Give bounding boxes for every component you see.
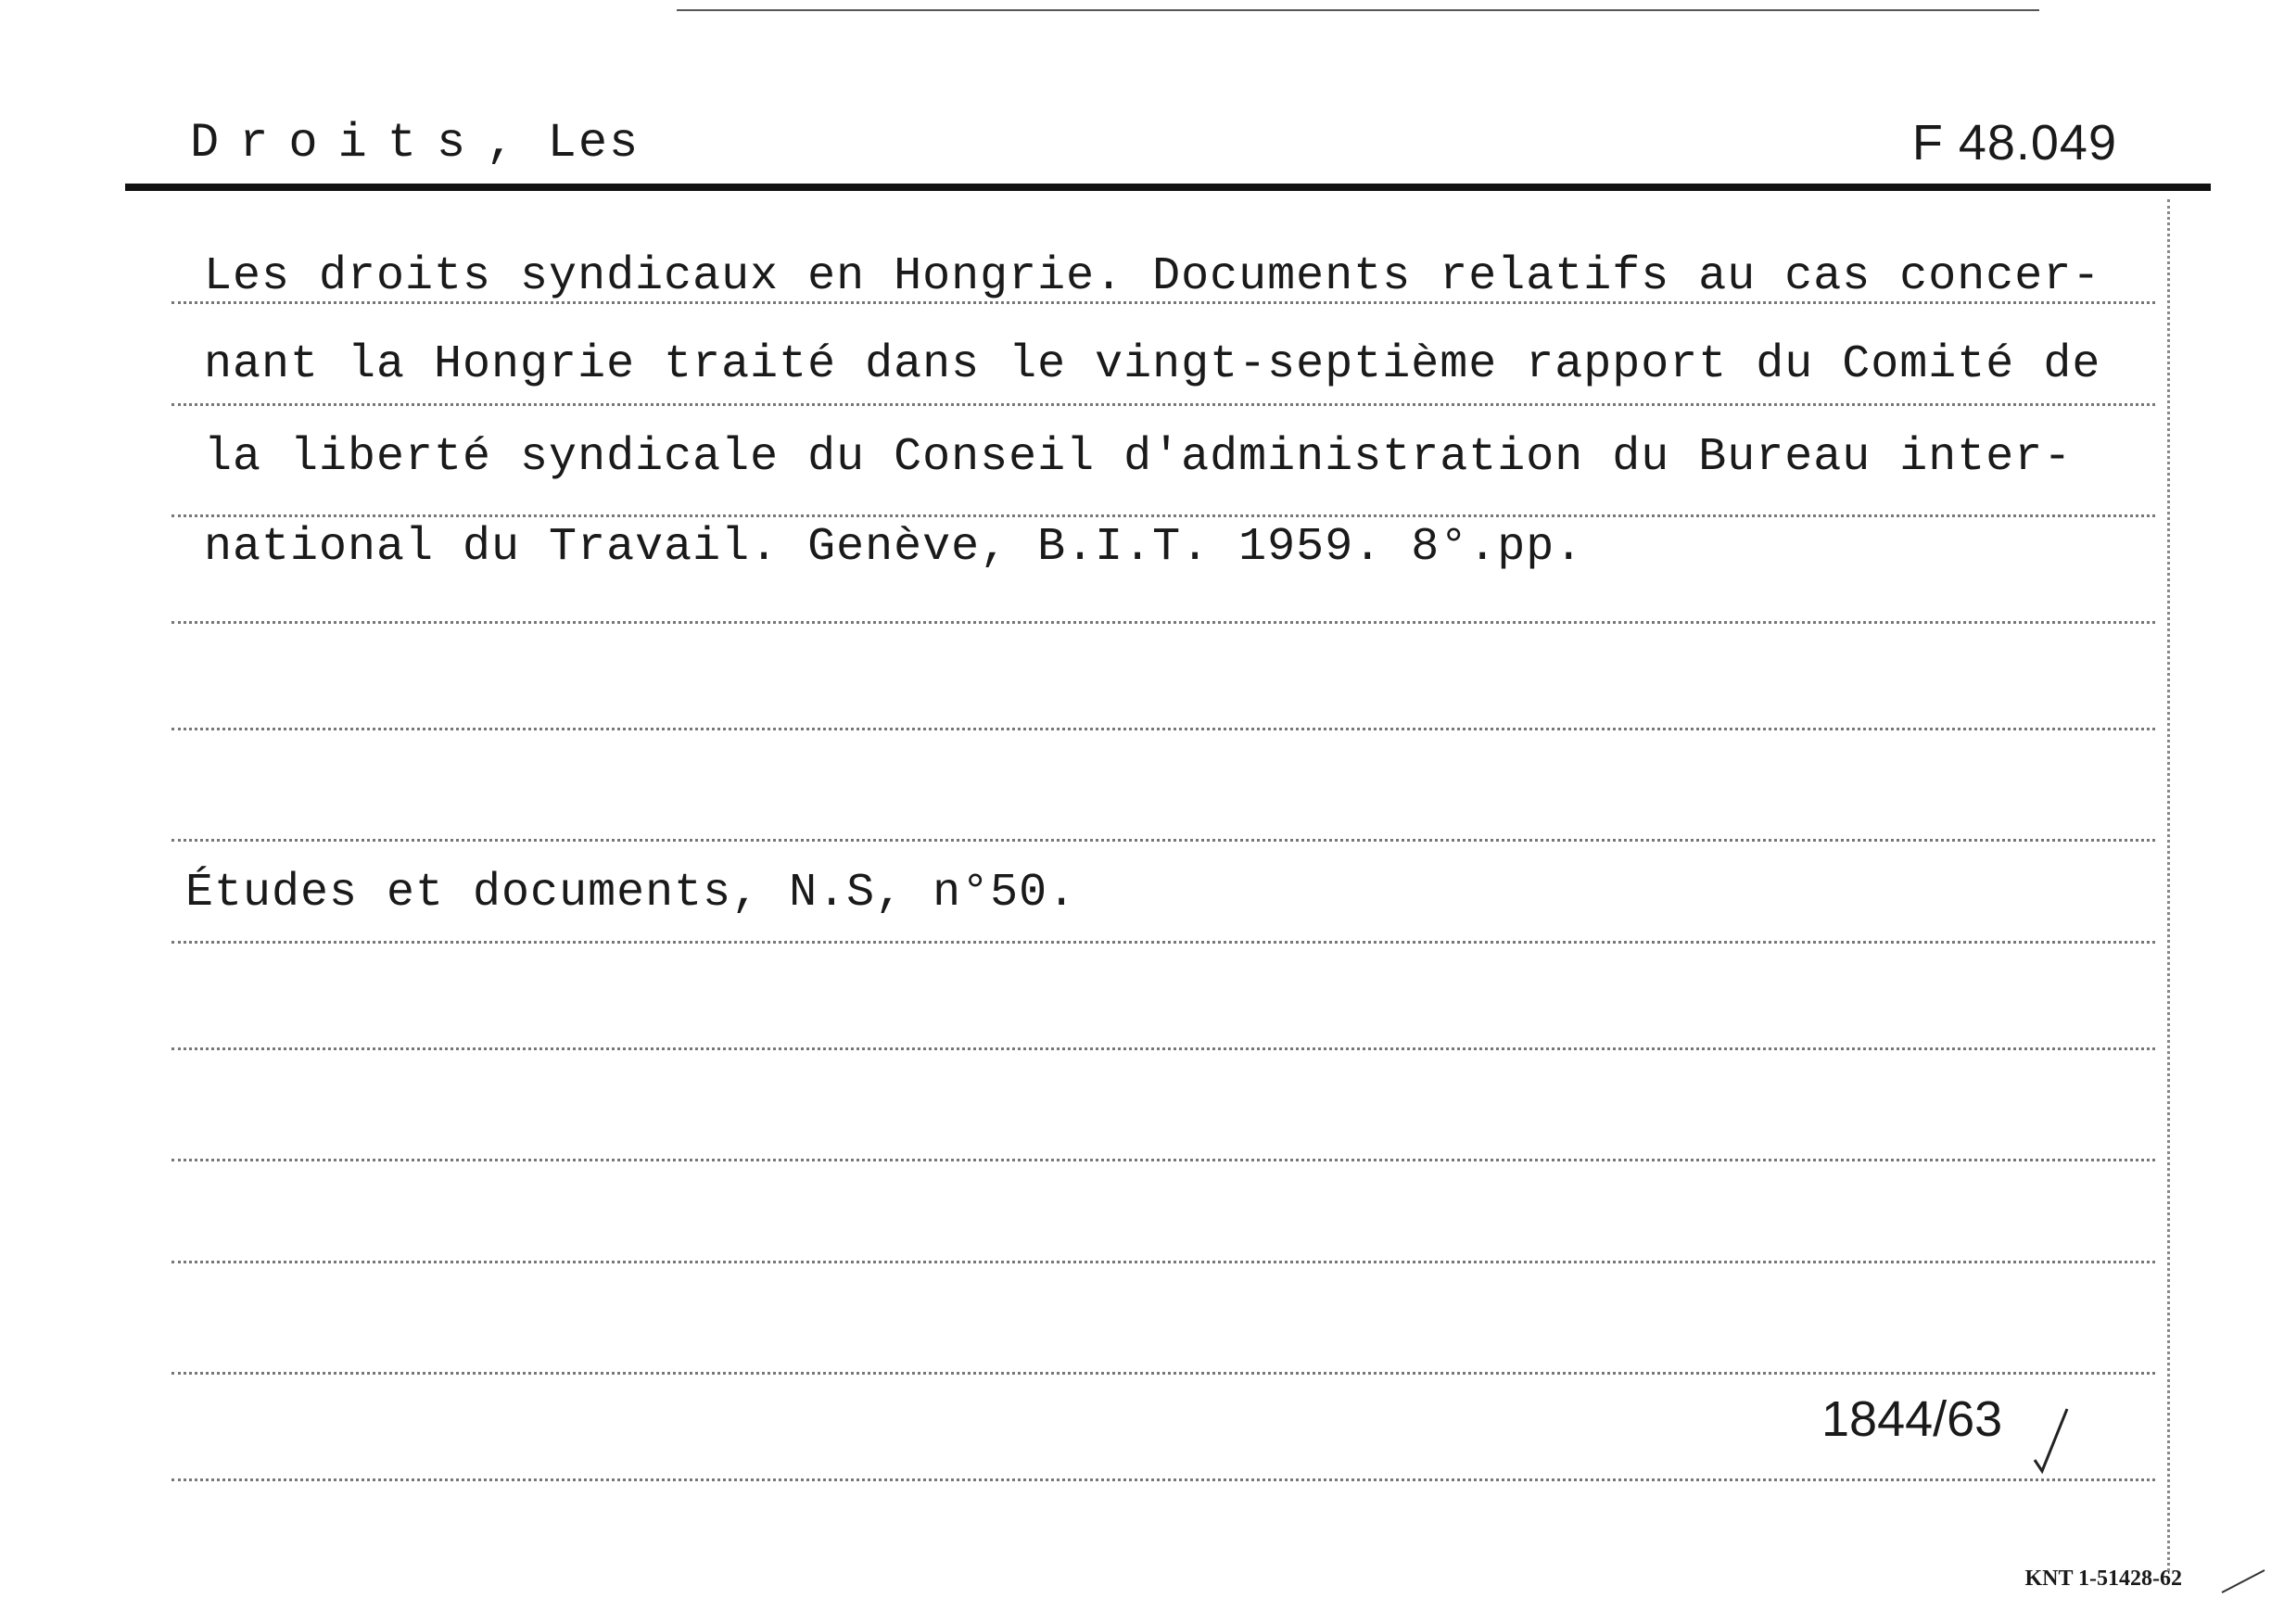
accession-number: 1844/63 (1821, 1391, 2003, 1447)
card-heading (190, 116, 640, 171)
ruled-line (171, 1478, 2155, 1481)
ruled-line (171, 403, 2155, 406)
ruled-line (171, 514, 2155, 517)
footer-code: KNT 1-51428-62 (2024, 1567, 2182, 1591)
top-edge-line (677, 9, 2039, 11)
ruled-line (171, 1372, 2155, 1375)
ruled-line (171, 621, 2155, 624)
ruled-line (171, 301, 2155, 304)
ruled-line (171, 1261, 2155, 1263)
description-line-3: la liberté syndicale du Conseil d'administration du Bureau inter- (204, 431, 2073, 484)
call-number: F 48.049 (1911, 115, 2117, 171)
heading-rest: , Les (486, 116, 641, 171)
description-line-1: Les droits syndicaux en Hongrie. Documents relatifs au cas concer- (204, 250, 2101, 303)
header-rule (125, 184, 2211, 191)
pen-stroke-icon (2220, 1567, 2266, 1594)
ruled-line (171, 839, 2155, 842)
description-line-4: national du Travail. Genève, B.I.T. 1959. 8°.pp. (204, 521, 1584, 574)
ruled-line (171, 941, 2155, 944)
ruled-line (171, 1047, 2155, 1050)
right-margin-dots (2167, 199, 2170, 1571)
series-statement: Études et documents, N.S, n°50. (185, 867, 1077, 920)
ruled-line (171, 1159, 2155, 1161)
description-line-2: nant la Hongrie traité dans le vingt-septième rapport du Comité de (204, 338, 2101, 391)
check-mark-icon (2025, 1404, 2081, 1478)
heading-word: Droits (190, 116, 487, 171)
ruled-line (171, 728, 2155, 730)
